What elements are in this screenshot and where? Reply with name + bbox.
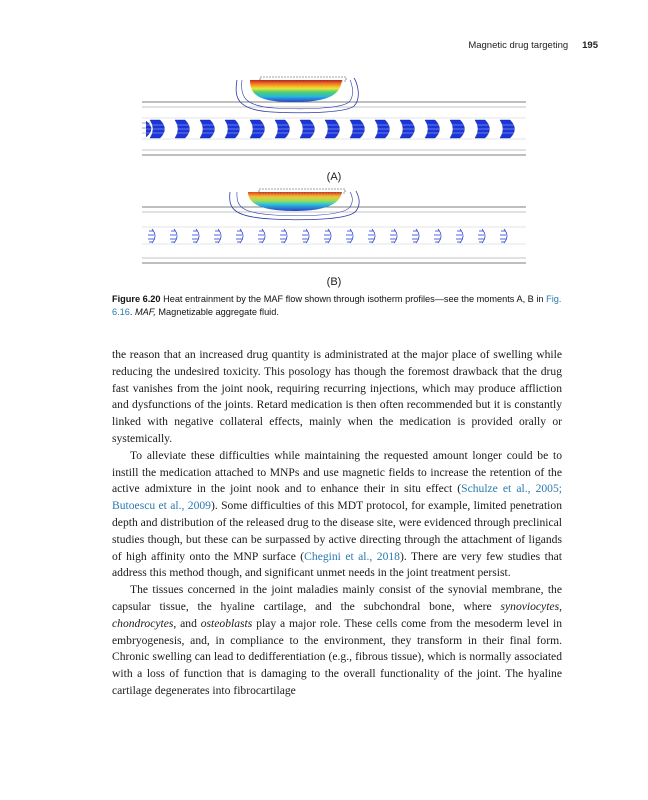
citation-link[interactable]: Chegini et al., 2018 [304,549,400,563]
panel-a-isotherm-plot [142,68,526,166]
panel-b-label: (B) [326,276,342,288]
panel-a-label: (A) [326,171,342,183]
running-title: Magnetic drug targeting [468,40,569,51]
panel-b-isotherm-plot [142,187,526,271]
figure-reference-link[interactable]: Fig. 6.16 [112,294,562,317]
body-text [112,347,562,700]
citation-link[interactable]: Schulze et al., 2005; Butoescu et al., 2009 [112,482,563,513]
figure-6-20 [142,68,526,288]
paragraph-2: To alleviate these difficulties while maintaining the requested amount longer could be to instill the medication attached to MNPs and use magnetic fields to increase the retention of the active admixture in the joint nook and to enhance their in situ effect (Schulze et al., 2005; Butoescu et al., 2009). Some difficulties of this MDT protocol, for example, limited penetration depth and distribution of the released drug to the disease site, were evidenced through preclinical studies though, but these can be surpassed by active directing through the attachment of ligands of high affinity onto the MNP surface (Chegini et al., 2018). There are very few studies that address this method though, and significant unmet needs in the joint treatment persist. [112,448,563,580]
figure-number: Figure 6.20 [112,294,161,304]
paragraph-1: the reason that an increased drug quantity is administrated at the major place of swelling while reducing the undesired toxicity. This posology has though the foremost drawback that the drug fast vanishes from the joint nook, requiring recurring injections, which may produce affliction and dysfunctions of the joints. Retard medication is then often recommended but it is constantly linked with negative collateral effects, mainly when the medication is provided orally or systemically. [112,348,562,445]
running-header [468,40,598,51]
caption-text: Heat entrainment by the MAF flow shown through isotherm profiles—see the moments A, B in [163,294,544,304]
paragraph-3: The tissues concerned in the joint maladies mainly consist of the synovial membrane, the capsular tissue, the hyaline cartilage, and the subchondral bone, where synoviocytes, chondrocytes, and osteoblasts play a major role. These cells come from the mesoderm level in embryogenesis, and, in compliance to the environment, they transform in their final form. Chronic swelling can lead to dedifferentiation (e.g., fibrous tissue), which is normally associated with a loss of function that is damaging to the overall functionality of the joint. The hyaline cartilage degenerates into fibrocartilage [112,583,562,697]
caption-abbreviation: MAF, [135,306,156,317]
caption-abbreviation-definition: Magnetizable aggregate fluid. [158,306,279,317]
page-number: 195 [582,40,598,51]
figure-caption: Figure 6.20 Heat entrainment by the MAF flow shown through isotherm profiles—see the moments A, B in Fig. 6.16. MAF, Magnetizable aggregate fluid. [112,294,562,317]
